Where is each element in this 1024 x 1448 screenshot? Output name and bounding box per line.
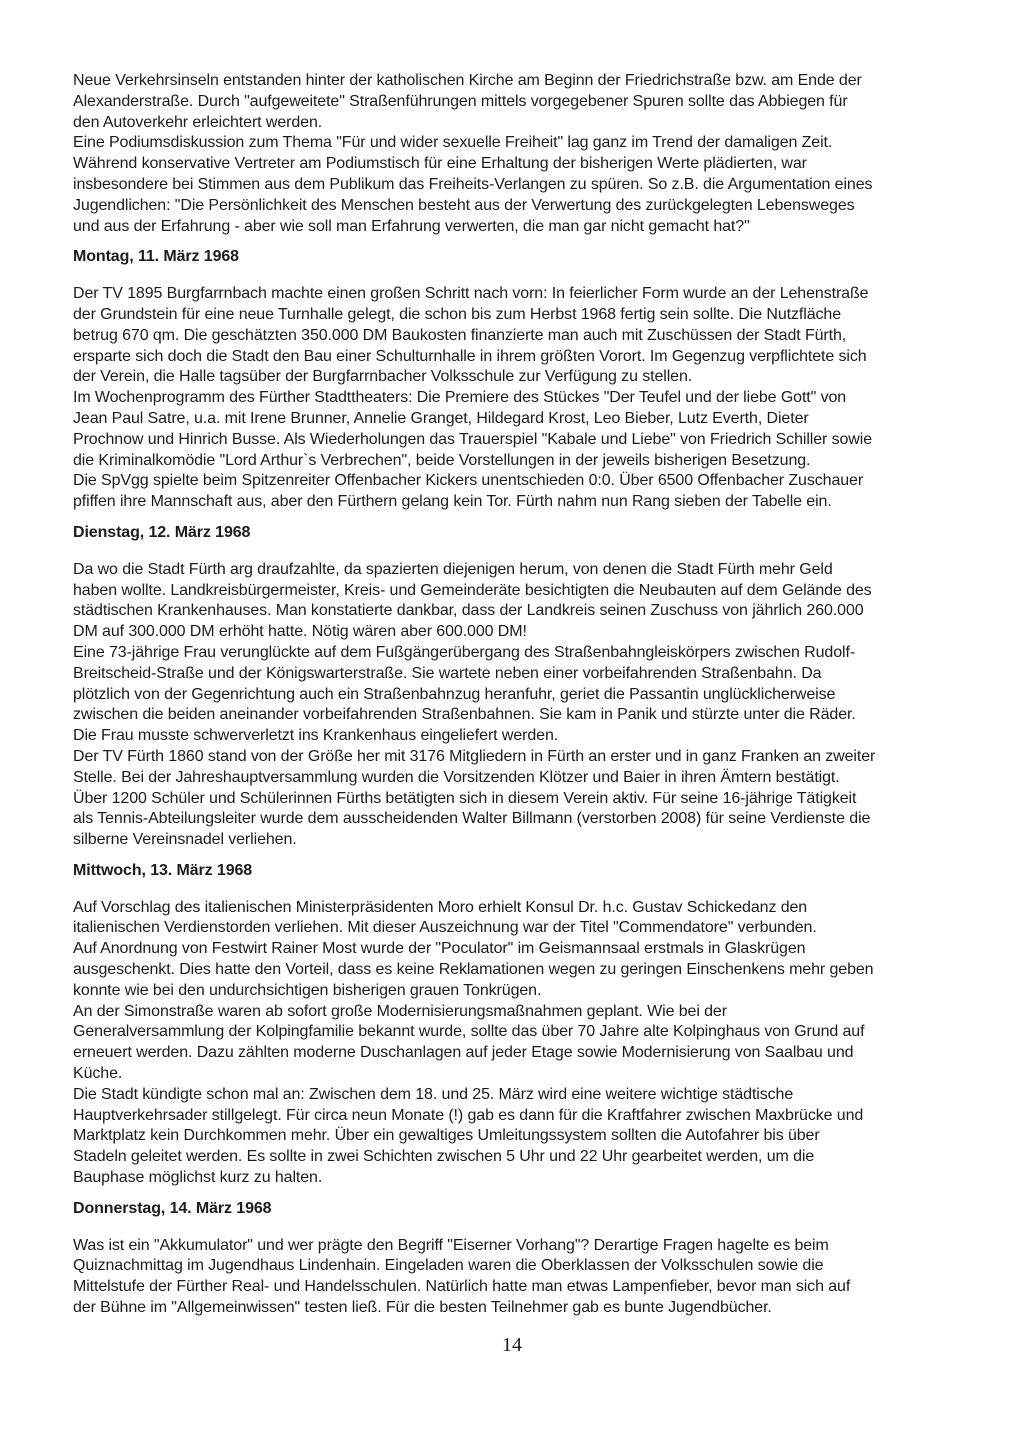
text-line: silberne Vereinsnadel verliehen. bbox=[73, 831, 297, 849]
text-line: Die SpVgg spielte beim Spitzenreiter Offenbacher Kickers unentschieden 0:0. Über 6500 Offenbacher Zuschauer bbox=[73, 472, 864, 490]
text-line: konnte wie bei den undurchsichtigen bisherigen grauen Tonkrügen. bbox=[73, 981, 542, 999]
text-line: Der TV 1895 Burgfarrnbach machte einen großen Schritt nach vorn: In feierlicher Form wurde an der Lehenstraße bbox=[73, 285, 869, 303]
text-line: Über 1200 Schüler und Schülerinnen Fürths betätigten sich in diesem Verein aktiv. Für seine 16-jährige Tätigkeit bbox=[73, 789, 857, 807]
document-body bbox=[73, 71, 951, 1319]
text-line: Stelle. Bei der Jahreshauptversammlung wurden die Vorsitzenden Klötzer und Baier in ihren Ämtern bestätigt. bbox=[73, 768, 840, 786]
text-line: Stadeln geleitet werden. Es sollte in zwei Schichten zwischen 5 Uhr und 22 Uhr gearbeitet werden, um die bbox=[73, 1148, 815, 1166]
text-line: Eine Podiumsdiskussion zum Thema "Für und wider sexuelle Freiheit" lag ganz im Trend der damaligen Zeit. bbox=[73, 134, 833, 152]
text-line: Breitscheid-Straße und der Königswarterstraße. Sie wartete neben einer vorbeifahrenden Straßenbahn. Da bbox=[73, 664, 822, 682]
text-line: Küche. bbox=[73, 1065, 123, 1083]
text-line: Mittelstufe der Fürther Real- und Handelsschulen. Natürlich hatte man etwas Lampenfieber, bevor man sich auf bbox=[73, 1278, 851, 1296]
text-line: Die Frau musste schwerverletzt ins Krankenhaus eingeliefert werden. bbox=[73, 727, 559, 745]
section-heading: Donnerstag, 14. März 1968 bbox=[73, 1199, 272, 1217]
text-line: Jugendlichen: "Die Persönlichkeit des Menschen besteht aus der Verwertung des zurückgelegten Lebensweges bbox=[73, 196, 855, 214]
text-line: haben wollte. Landkreisbürgermeister, Kreis- und Gemeinderäte besichtigten die Neubauten auf dem Gelände des bbox=[73, 581, 872, 599]
section-heading: Dienstag, 12. März 1968 bbox=[73, 523, 251, 541]
text-line: Im Wochenprogramm des Fürther Stadttheaters: Die Premiere des Stückes "Der Teufel und der liebe Gott" von bbox=[73, 389, 847, 407]
text-line: ausgeschenkt. Dies hatte den Vorteil, dass es keine Reklamationen wegen zu geringen Einschenkens mehr geben bbox=[73, 961, 874, 979]
text-line: Da wo die Stadt Fürth arg draufzahlte, da spazierten diejenigen herum, von denen die Stadt Fürth mehr Geld bbox=[73, 560, 833, 578]
text-line: Hauptverkehrsader stillgelegt. Für circa neun Monate (!) gab es dann für die Kraftfahrer zwischen Maxbrücke und bbox=[73, 1106, 864, 1124]
text-line: Jean Paul Satre, u.a. mit Irene Brunner, Annelie Granget, Hildegard Krost, Leo Bieber, Lutz Everth, Dieter bbox=[73, 409, 809, 427]
text-line: insbesondere bei Stimmen aus dem Publikum das Freiheits-Verlangen zu spüren. So z.B. die Argumentation eines bbox=[73, 175, 873, 193]
text-line: Während konservative Vertreter am Podiumstisch für eine Erhaltung der bisherigen Werte plädierten, war bbox=[73, 155, 807, 173]
text-line: Generalversammlung der Kolpingfamilie bekannt wurde, sollte das über 70 Jahre alte Kolpinghaus von Grund auf bbox=[73, 1023, 865, 1041]
text-line: Marktplatz kein Durchkommen mehr. Über ein gewaltiges Umleitungssystem sollten die Autofahrer bis über bbox=[73, 1127, 820, 1145]
text-line: den Autoverkehr erleichtert werden. bbox=[73, 113, 323, 131]
text-line: plötzlich von der Gegenrichtung auch ein Straßenbahnzug heranfuhr, geriet die Passantin unglücklicherweise bbox=[73, 685, 836, 703]
text-line: städtischen Krankenhauses. Man konstatierte dankbar, dass der Landkreis seinen Zuschuss von jährlich 260.000 bbox=[73, 602, 864, 620]
text-line: italienischen Verdienstorden verliehen. Mit dieser Auszeichnung war der Titel "Commendatore" verbunden. bbox=[73, 919, 817, 937]
text-line: erneuert werden. Dazu zählten moderne Duschanlagen auf jeder Etage sowie Modernisierung von Saalbau und bbox=[73, 1044, 854, 1062]
text-line: der Verein, die Halle tagsüber der Burgfarrnbacher Volksschule zur Verfügung zu stellen. bbox=[73, 368, 693, 386]
text-line: Bauphase möglichst kurz zu halten. bbox=[73, 1169, 323, 1187]
text-line: Prochnow und Hinrich Busse. Als Wiederholungen das Trauerspiel "Kabale und Liebe" von Friedrich Schiller sowie bbox=[73, 430, 873, 448]
section-heading: Mittwoch, 13. März 1968 bbox=[73, 861, 253, 879]
text-line: DM auf 300.000 DM erhöht hatte. Nötig wären aber 600.000 DM! bbox=[73, 623, 527, 641]
text-line: Die Stadt kündigte schon mal an: Zwischen dem 18. und 25. März wird eine weitere wichtige städtische bbox=[73, 1085, 794, 1103]
text-line: zwischen die beiden aneinander vorbeifahrenden Straßenbahnen. Sie kam in Panik und stürzte unter die Räder. bbox=[73, 706, 856, 724]
text-line: Neue Verkehrsinseln entstanden hinter der katholischen Kirche am Beginn der Friedrichstraße bzw. am Ende der bbox=[73, 72, 862, 89]
text-line: betrug 670 qm. Die geschätzten 350.000 DM Baukosten finanzierte man auch mit Zuschüssen der Stadt Fürth, bbox=[73, 326, 847, 344]
text-line: ersparte sich doch die Stadt den Bau einer Schulturnhalle in ihrem größten Vorort. Im Gegenzug verpflichtete sich bbox=[73, 347, 867, 365]
text-line: Alexanderstraße. Durch "aufgeweitete" Straßenführungen mittels vorgegebener Spuren sollte das Abbiegen für bbox=[73, 92, 848, 110]
text-line: Auf Vorschlag des italienischen Ministerpräsidenten Moro erhielt Konsul Dr. h.c. Gustav Schickedanz den bbox=[73, 898, 808, 916]
text-line: Quiznachmittag im Jugendhaus Lindenhain. Eingeladen waren die Oberklassen der Volksschulen sowie die bbox=[73, 1257, 824, 1275]
page-number: 14 bbox=[502, 1333, 522, 1356]
section-heading: Montag, 11. März 1968 bbox=[73, 248, 239, 266]
text-line: Der TV Fürth 1860 stand von der Größe her mit 3176 Mitgliedern in Fürth an erster und in ganz Franken an zweiter bbox=[73, 747, 876, 765]
text-line: als Tennis-Abteilungsleiter wurde dem ausscheidenden Walter Billmann (verstorben 2008) für seine Verdienste die bbox=[73, 810, 871, 828]
text-line: Was ist ein "Akkumulator" und wer prägte den Begriff "Eiserner Vorhang"? Derartige Fragen hagelte es beim bbox=[73, 1236, 829, 1254]
text-line: der Grundstein für eine neue Turnhalle gelegt, die schon bis zum Herbst 1968 fertig sein sollte. Die Nutzfläche bbox=[73, 305, 842, 323]
text-line: Auf Anordnung von Festwirt Rainer Most wurde der "Poculator" im Geismannsaal erstmals in Glaskrügen bbox=[73, 940, 806, 958]
text-line: Eine 73-jährige Frau verunglückte auf dem Fußgängerübergang des Straßenbahngleiskörpers zwischen Rudolf- bbox=[73, 643, 856, 661]
text-line: pfiffen ihre Mannschaft aus, aber den Fürthern gelang kein Tor. Fürth nahm nun Rang sieben der Tabelle ein. bbox=[73, 493, 832, 511]
text-line: und aus der Erfahrung - aber wie soll man Erfahrung verwerten, die man gar nicht gemacht hat?" bbox=[73, 217, 750, 235]
text-line: An der Simonstraße waren ab sofort große Modernisierungsmaßnahmen geplant. Wie bei der bbox=[73, 1002, 727, 1020]
text-line: der Bühne im "Allgemeinwissen" testen ließ. Für die besten Teilnehmer gab es bunte Jugendbücher. bbox=[73, 1299, 772, 1317]
text-line: die Kriminalkomödie "Lord Arthur`s Verbrechen", beide Vorstellungen in der jeweils bisherigen Besetzung. bbox=[73, 451, 811, 469]
